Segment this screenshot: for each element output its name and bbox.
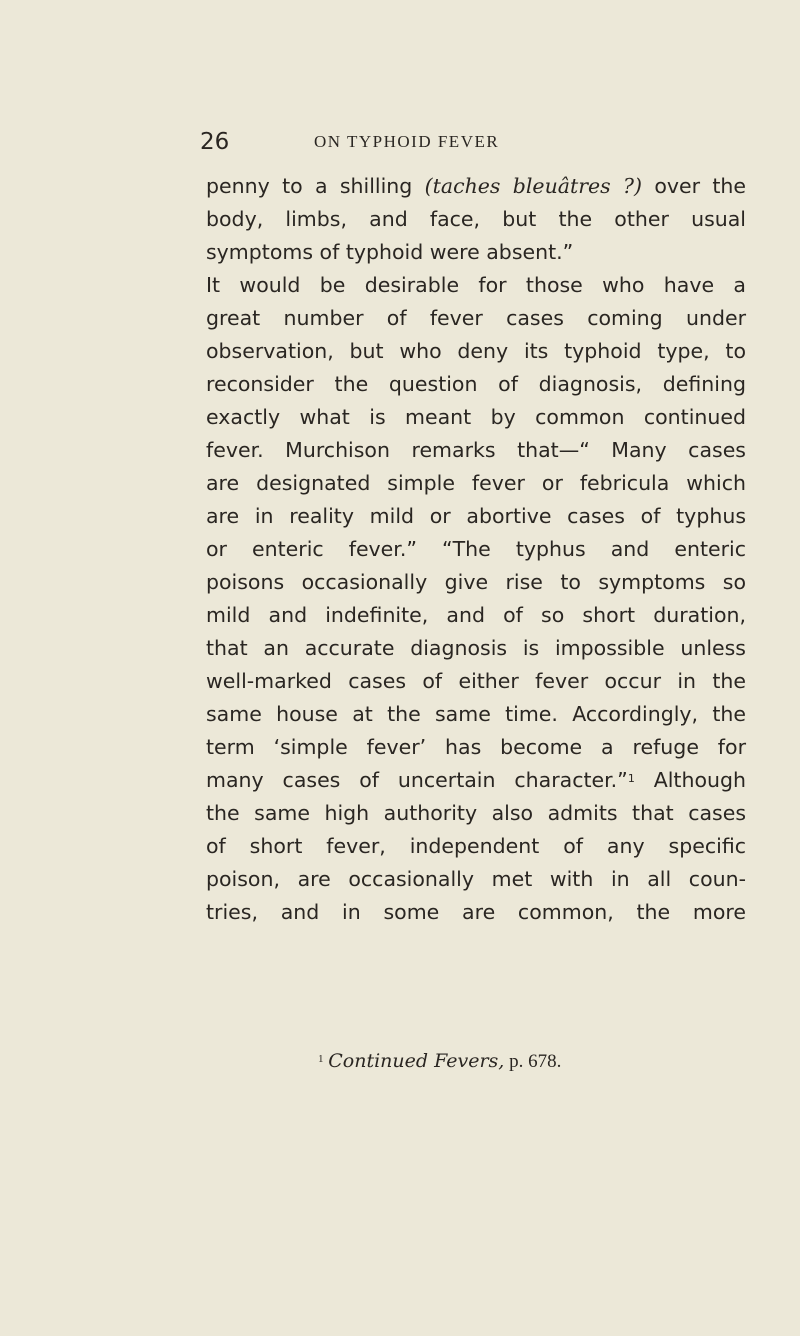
text-line: exactly what is meant by common continued (206, 405, 746, 429)
text-line: of short fever, independent of any specific (206, 834, 746, 858)
header-title: ON TYPHOID FEVER (314, 132, 500, 151)
text-line: the same high authority also admits that cases (206, 801, 746, 825)
text-line: that an accurate diagnosis is impossible unless (206, 636, 746, 660)
footnote-page-ref: p. 678. (504, 1051, 562, 1072)
page-number: 26 (200, 129, 230, 155)
text-line: term ‘simple fever’ has become a refuge for (206, 735, 746, 759)
text-line: well-marked cases of either fever occur in the (206, 669, 746, 693)
italic-phrase: (taches bleuâtres ?) (424, 174, 642, 198)
text-line: poison, are occasionally met with in all coun- (206, 867, 746, 891)
running-head (200, 128, 620, 158)
text-line: same house at the same time. Accordingly, the (206, 702, 746, 726)
text-line: great number of fever cases coming under (206, 306, 746, 330)
footnote (318, 1049, 561, 1074)
text-line: penny to a shilling (taches bleuâtres ?) over the (206, 174, 746, 198)
text-line: or enteric fever.” “The typhus and enteric (206, 537, 746, 561)
footnote-marker: 1 (318, 1053, 324, 1065)
text-line: are in reality mild or abortive cases of typhus (206, 504, 746, 528)
text-line: mild and indefinite, and of so short duration, (206, 603, 746, 627)
text-line: symptoms of typhoid were absent.” (206, 240, 574, 264)
text-line: tries, and in some are common, the more (206, 900, 746, 924)
text-line: reconsider the question of diagnosis, defining (206, 372, 746, 396)
text-line: fever. Murchison remarks that—“ Many cases (206, 438, 746, 462)
footnote-title: Continued Fevers, (328, 1050, 505, 1072)
text-line: many cases of uncertain character.”$^1$ Although (206, 768, 746, 792)
text-line: body, limbs, and face, but the other usual (206, 207, 746, 231)
body-text (206, 170, 746, 929)
text-line: are designated simple fever or febricula which (206, 471, 746, 495)
footnote-reference[interactable]: 1 (627, 772, 635, 785)
paragraph-start-line: It would be desirable for those who have a (206, 273, 746, 297)
text-line: poisons occasionally give rise to symptoms so (206, 570, 746, 594)
text-line: observation, but who deny its typhoid type, to (206, 339, 746, 363)
